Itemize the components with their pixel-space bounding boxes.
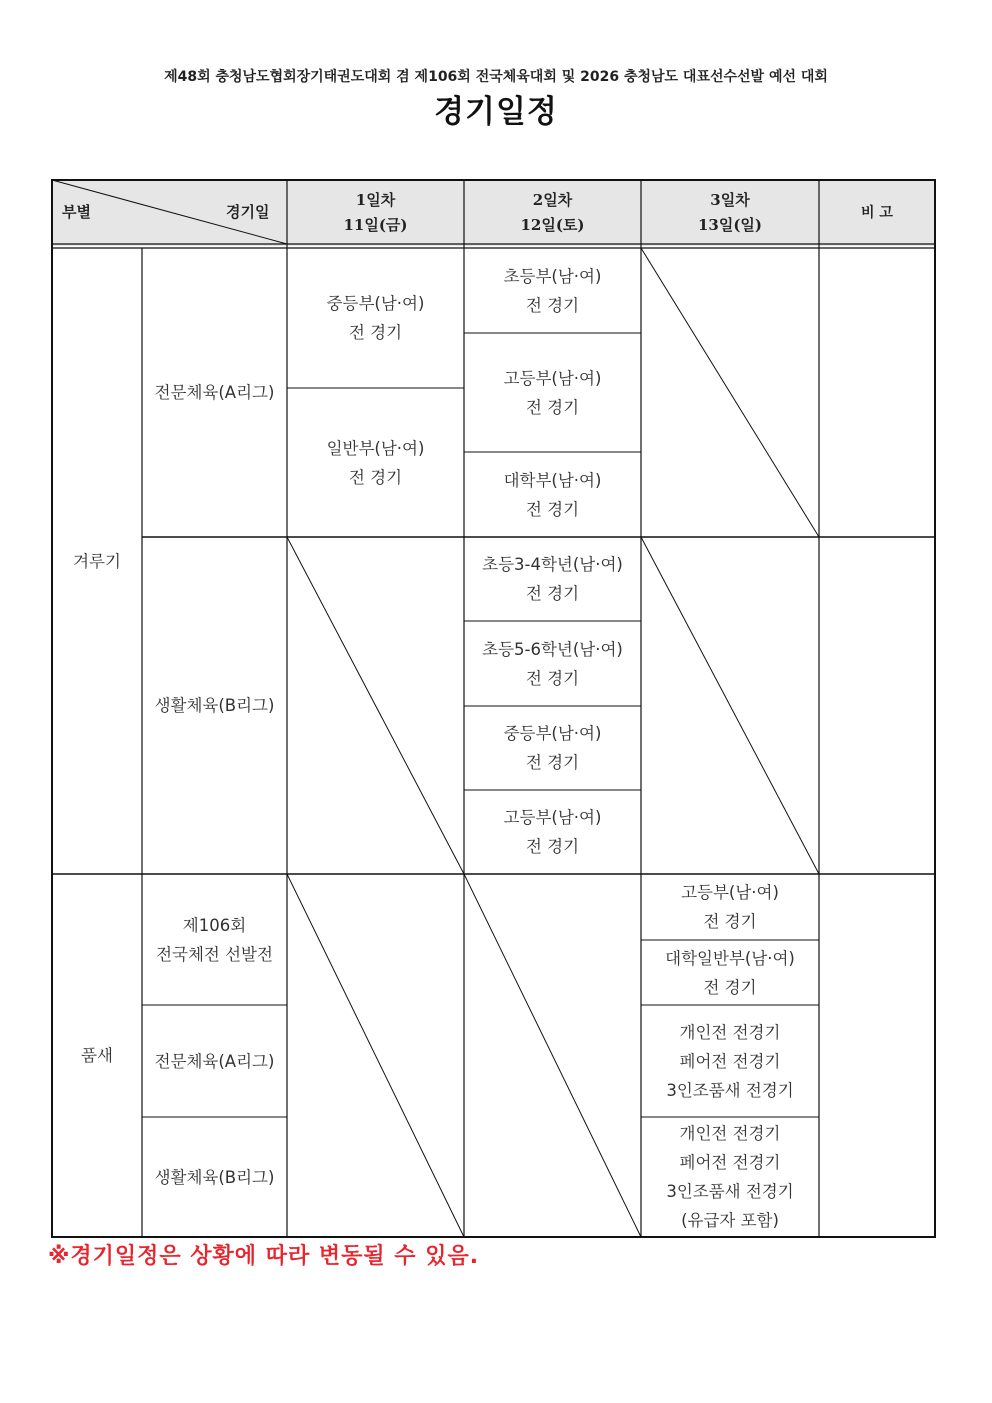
header-day3: 3일차 13일(일): [697, 191, 763, 234]
event-d3-high: 고등부(남·여) 전 경기: [681, 883, 779, 931]
event-d2-elementary: 초등부(남·여) 전 경기: [503, 266, 602, 315]
event-d2-high-b: 고등부(남·여) 전 경기: [503, 808, 602, 856]
document-title: 경기일정: [434, 94, 558, 130]
header-division-label: 부별: [62, 203, 91, 221]
header-day1: 1일차 11일(금): [343, 191, 408, 234]
division-elite-a-kyorugi: 전문체육(A리그): [154, 383, 275, 402]
division-life-b-poomsae: 생활체육(B리그): [154, 1167, 275, 1187]
division-national-selection: 제106회 전국체전 선발전: [156, 915, 273, 964]
empty-diagonal-d1-poomsae: [287, 874, 464, 1237]
header-date-label: 경기일: [226, 203, 270, 221]
division-elite-a-poomsae: 전문체육(A리그): [154, 1051, 275, 1071]
event-d2-elementary-5-6: 초등5-6학년(남·여) 전 경기: [482, 639, 623, 688]
section-poomsae: 품새: [81, 1046, 113, 1065]
event-d2-middle-b: 중등부(남·여) 전 경기: [503, 724, 602, 772]
division-life-b-kyorugi: 생활체육(B리그): [154, 696, 275, 715]
event-d2-high: 고등부(남·여) 전 경기: [503, 368, 602, 417]
event-d2-university: 대학부(남·여) 전 경기: [503, 470, 602, 519]
event-d3-elite-a-poomsae: 개인전 전경기 페어전 전경기 3인조품새 전경기: [666, 1022, 794, 1100]
event-d1-middle: 중등부(남·여) 전 경기: [326, 294, 425, 342]
event-d3-life-b-poomsae: 개인전 전경기 페어전 전경기 3인조품새 전경기 (유급자 포함): [666, 1124, 794, 1230]
empty-diagonal-d3-kyorugi-b: [641, 537, 819, 874]
empty-diagonal-d3-kyorugi-a: [641, 248, 819, 537]
section-kyorugi: 겨루기: [73, 551, 121, 571]
document-subtitle: 제48회 충청남도협회장기태권도대회 겸 제106회 전국체육대회 및 2026 충청남도 대표선수선발 예선 대회: [164, 69, 828, 85]
empty-diagonal-d1-kyorugi-b: [287, 537, 464, 874]
header-remarks: 비 고: [861, 204, 893, 221]
event-d1-general: 일반부(남·여) 전 경기: [326, 438, 425, 487]
event-d2-elementary-3-4: 초등3-4학년(남·여) 전 경기: [482, 555, 623, 603]
header-day2: 2일차 12일(토): [520, 191, 585, 234]
event-d3-university-general: 대학일반부(남·여) 전 경기: [665, 948, 795, 997]
empty-diagonal-d2-poomsae: [464, 874, 641, 1237]
schedule-change-note: ※경기일정은 상황에 따라 변동될 수 있음.: [48, 1244, 480, 1269]
